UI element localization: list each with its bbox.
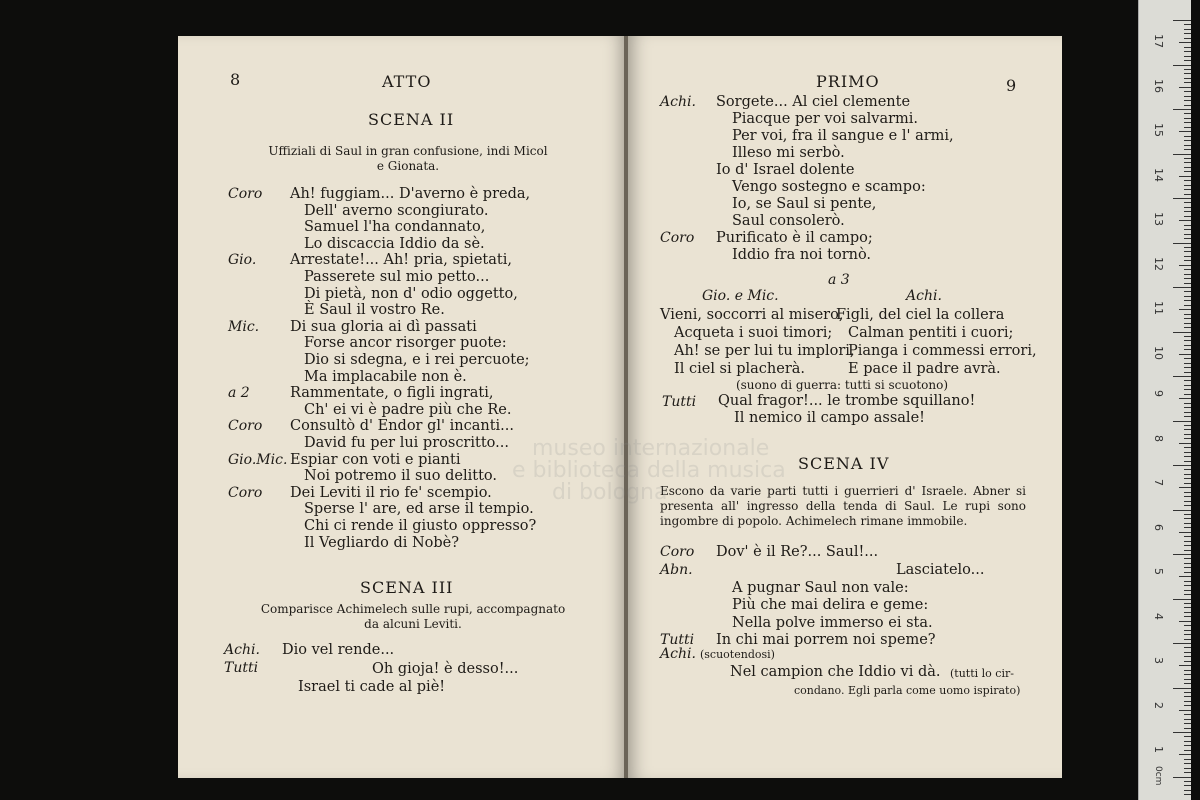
ruler-tick [1184,496,1191,497]
verse-line: Espiar con voti e pianti [290,451,461,468]
ruler-tick [1184,234,1191,235]
ruler-tick [1173,510,1191,511]
verse-line: Chi ci rende il giusto oppresso? [304,518,537,534]
duet-line: Ah! se per lui tu implori, [674,343,855,359]
verse-line: È Saul il vostro Re. [304,302,445,319]
ruler-tick [1184,69,1191,70]
scene-title: SCENA III [360,578,454,597]
ruler-tick [1184,590,1191,591]
verse-line: Nella polve immerso ei sta. [732,615,933,631]
ruler-number: 12 [1152,256,1165,271]
ruler-tick [1184,327,1191,328]
ruler-tick [1184,256,1191,257]
ruler-tick [1184,719,1191,720]
ruler-tick [1184,474,1191,475]
ruler-tick [1173,599,1191,600]
verse-line: Illeso mi serbò. [732,145,845,161]
ruler-tick [1184,723,1191,724]
ruler-tick [1184,625,1191,626]
ruler-tick [1184,634,1191,635]
verse-line: Io d' Israel dolente [716,162,855,178]
stage-direction-line: e Gionata. [376,159,440,173]
ruler-tick [1184,492,1191,493]
ruler-tick [1184,772,1191,773]
ruler-tick [1184,701,1191,702]
verse-line: Qual fragor!... le trombe squillano! [718,393,976,409]
ruler-tick [1184,122,1191,123]
ruler-tick [1173,643,1191,644]
verse-line: Sperse l' are, ed arse il tempio. [304,501,534,518]
verse-line: Io, se Saul si pente, [732,196,877,212]
scene-title: SCENA IV [798,454,890,473]
ruler-tick [1184,505,1191,506]
ruler-tick [1184,514,1191,515]
ruler-tick [1184,416,1191,417]
ruler-tick [1184,403,1191,404]
ruler-tick [1184,741,1191,742]
duet-line: Il ciel si placherà. [674,361,806,377]
ruler-tick [1184,585,1191,586]
ruler-tick [1179,665,1191,666]
duet-line: Vieni, soccorri al misero, [660,307,844,323]
ruler-tick [1184,367,1191,368]
verse-line: Piacque per voi salvarmi. [732,111,919,127]
stage-direction-line: Uffiziali di Saul in gran confusione, indi Micol [268,144,548,158]
speaker: Coro [228,484,263,501]
ruler-tick [1173,65,1191,66]
ruler-tick [1184,33,1191,34]
aside: (scuotendosi) [700,648,775,661]
speaker: Coro [228,186,263,202]
ruler-tick [1184,674,1191,675]
ruler-number: 4 [1152,612,1165,620]
ruler-tick [1184,785,1191,786]
ruler-tick [1184,656,1191,657]
ruler-tick [1184,158,1191,159]
speaker: Achi. [224,642,260,658]
ruler-tick [1184,345,1191,346]
ruler-tick [1184,56,1191,57]
verse-line: Oh gioja! è desso!... [372,661,519,677]
ruler-tick [1184,447,1191,448]
ruler-tick [1184,603,1191,604]
running-head: ATTO [382,72,432,91]
ruler-tick [1179,42,1191,43]
ruler-tick [1184,567,1191,568]
stage-direction [218,602,608,632]
ruler-tick [1184,670,1191,671]
page-number: 8 [230,70,241,89]
ruler-tick [1184,185,1191,186]
ruler-tick [1184,171,1191,172]
ruler-tick [1184,750,1191,751]
ruler-tick [1179,87,1191,88]
scene-title: SCENA II [368,110,455,129]
speaker: Gio. [228,252,257,269]
ruler-tick [1184,768,1191,769]
watermark: di bologna [552,480,668,505]
ruler-tick [1179,309,1191,310]
ruler-tick [1173,688,1191,689]
ruler-tick [1184,202,1191,203]
stage-direction: Escono da varie parti tutti i guerrieri d' Israele. Abner si presenta all' ingresso della tenda di Saul. Le rupi sono ingombre di popolo. Achimelech rimane immobile. [660,484,1026,528]
stage-direction-line: Comparisce Achimelech sulle rupi, accompagnato [260,602,566,616]
ruler-tick [1184,296,1191,297]
verse-line: Il nemico il campo assale! [734,410,925,426]
ruler-number: 3 [1152,657,1165,664]
ruler-tick [1184,24,1191,25]
ruler-tick [1184,305,1191,306]
ruler-tick [1173,554,1191,555]
speaker: Abn. [660,562,693,578]
speaker: Achi. [660,94,696,110]
ruler-tick [1184,639,1191,640]
ruler-tick [1184,781,1191,782]
verse-line: Ch' ei vi è padre più che Re. [304,401,512,418]
page-number: 9 [1006,76,1017,95]
ruler-tick [1184,794,1191,795]
watermark: e biblioteca della musica [512,458,786,483]
ruler-tick [1173,109,1191,110]
duet-line: E pace il padre avrà. [848,361,1001,377]
ruler-tick [1184,527,1191,528]
ruler-tick [1184,225,1191,226]
ruler-tick [1184,247,1191,248]
ruler-tick [1184,300,1191,301]
verse-line: David fu per lui proscritto... [304,435,509,451]
ruler-tick [1184,145,1191,146]
verse-line: Lo discaccia Iddio da sè. [304,235,485,252]
ruler-tick [1179,176,1191,177]
ruler-number: 8 [1152,434,1165,442]
ruler-tick [1179,220,1191,221]
ruler-tick [1173,154,1191,155]
ruler-tick [1184,616,1191,617]
watermark: museo internazionale [532,436,770,461]
ruler-tick [1184,105,1191,106]
ruler-tick [1184,407,1191,408]
ruler-tick [1184,429,1191,430]
stage-direction: condano. Egli parla come uomo ispirato) [794,684,1021,697]
ruler-tick [1184,91,1191,92]
ruler-tick [1179,398,1191,399]
ruler-tick [1184,167,1191,168]
verse-line: Ma implacabile non è. [304,368,467,385]
ruler-tick [1184,478,1191,479]
speaker: Gio.Mic. [228,451,288,468]
ruler-tick [1179,354,1191,355]
ruler-tick [1184,113,1191,114]
ruler-tick [1184,759,1191,760]
ruler-tick [1173,465,1191,466]
verse-line: Dov' è il Re?... Saul!... [716,544,879,560]
ruler-tick [1173,287,1191,288]
ruler-tick [1184,340,1191,341]
verse-line: Forse ancor risorger puote: [304,335,507,352]
ruler-number: 11 [1152,301,1165,315]
verse-line: Dio si sdegna, e i rei percuote; [304,352,530,368]
ruler-number: 10 [1152,345,1165,360]
measuring-ruler [1138,0,1191,800]
ruler-tick [1184,162,1191,163]
ruler-tick [1184,523,1191,524]
verse-line: Più che mai delira e geme: [732,597,929,613]
ruler-tick [1173,732,1191,733]
ruler-tick [1184,630,1191,631]
ruler-tick [1179,265,1191,266]
ruler-tick [1184,283,1191,284]
ruler-tick [1184,318,1191,319]
ruler-tick [1184,594,1191,595]
verse-line: Lasciatelo... [896,562,985,578]
ruler-tick [1173,376,1191,377]
ruler-tick [1173,332,1191,333]
ruler-tick [1184,336,1191,337]
ruler-tick [1179,487,1191,488]
ruler-tick [1184,790,1191,791]
speaker: Mic. [228,318,260,335]
ruler-tick [1184,545,1191,546]
ruler-number: 5 [1152,568,1165,575]
ruler-tick [1184,189,1191,190]
verse-line: Rammentate, o figli ingrati, [290,385,494,402]
stage-direction [218,144,598,174]
ruler-number: 2 [1152,701,1165,709]
ruler-tick [1184,461,1191,462]
ruler-tick [1184,563,1191,564]
ruler-tick [1184,745,1191,746]
ruler-tick [1184,278,1191,279]
ruler-tick [1184,29,1191,30]
ruler-tick [1179,710,1191,711]
verse-line: Passerete sul mio petto... [304,269,490,285]
ruler-tick [1184,358,1191,359]
speaker: Coro [660,230,695,246]
ruler-number: 17 [1152,34,1165,48]
ruler-tick [1184,372,1191,373]
verse-line: Dell' averno scongiurato. [304,202,489,219]
ruler-tick [1184,349,1191,350]
verse-line: Consultò d' Endor gl' incanti... [290,418,514,435]
ruler-tick [1184,394,1191,395]
ruler-number: 1 [1152,746,1165,753]
verse-line: Noi potremo il suo delitto. [304,468,497,485]
ruler-tick [1179,576,1191,577]
ruler-tick [1184,536,1191,537]
verse-line: Saul consolerò. [732,213,845,229]
ruler-tick [1173,421,1191,422]
verse-line: Dei Leviti il rio fe' scempio. [290,484,492,501]
verse-line: Samuel l'ha condannato, [304,219,486,236]
ruler-tick [1184,73,1191,74]
ruler-tick [1184,118,1191,119]
ruler-number: 9 [1152,390,1165,397]
ruler-tick [1179,754,1191,755]
ruler-tick [1184,269,1191,270]
ruler-tick [1184,705,1191,706]
ruler-tick [1184,194,1191,195]
ruler-tick [1184,96,1191,97]
ruler-tick [1179,443,1191,444]
duet-line: Acqueta i suoi timori; [674,325,833,341]
ruler-tick [1184,260,1191,261]
speaker: Coro [228,418,263,435]
verse-line: Di sua gloria ai dì passati [290,318,477,335]
running-head: PRIMO [816,72,880,91]
ruler-tick [1184,140,1191,141]
column-speaker: Gio. e Mic. [702,288,779,304]
column-speaker: Achi. [906,288,942,304]
ruler-tick [1184,661,1191,662]
ruler-tick [1173,243,1191,244]
ruler-tick [1184,323,1191,324]
ruler-tick [1184,456,1191,457]
ruler-tick [1184,211,1191,212]
verse-line: Di pietà, non d' odio oggetto, [304,285,518,302]
ruler-tick [1179,621,1191,622]
verse-line: Arrestate!... Ah! pria, spietati, [290,252,512,269]
verse-line: Il Vegliardo di Nobè? [304,534,460,551]
ruler-tick [1184,501,1191,502]
verse-line: Israel ti cade al piè! [298,679,446,695]
ruler-tick [1184,363,1191,364]
ruler-tick [1184,38,1191,39]
ruler-unit: 0cm [1153,766,1163,786]
ruler-tick [1184,412,1191,413]
verse-line: Vengo sostegno e scampo: [732,179,926,195]
ruler-tick [1184,127,1191,128]
ruler-number: 15 [1152,123,1165,137]
speaker: Tutti [660,632,695,648]
ruler-tick [1184,180,1191,181]
ensemble-marker: a 3 [828,272,850,288]
verse-line: A pugnar Saul non vale: [732,580,909,596]
ruler-tick [1184,47,1191,48]
ruler-tick [1184,612,1191,613]
ruler-tick [1184,550,1191,551]
ruler-tick [1184,607,1191,608]
ruler-tick [1184,238,1191,239]
ruler-number: 7 [1152,479,1165,486]
ruler-tick [1184,207,1191,208]
ruler-tick [1184,652,1191,653]
ruler-tick [1173,777,1191,778]
ruler-tick [1184,483,1191,484]
verse-line: Nel campion che Iddio vi dà. [730,664,941,680]
ruler-tick [1184,518,1191,519]
ruler-tick [1184,78,1191,79]
ruler-tick [1184,452,1191,453]
ruler-tick [1184,696,1191,697]
verse-line: Sorgete... Al ciel clemente [716,94,911,110]
ruler-tick [1184,558,1191,559]
speaker: a 2 [228,385,250,402]
ruler-tick [1184,434,1191,435]
ruler-tick [1184,100,1191,101]
ruler-tick [1184,274,1191,275]
verse-line: In chi mai porrem noi speme? [716,632,936,648]
ruler-tick [1184,647,1191,648]
ruler-tick [1184,541,1191,542]
stage-direction: (suono di guerra: tutti si scuotono) [735,378,949,392]
ruler-number: 6 [1152,523,1165,531]
duet-line: Figli, del ciel la collera [836,307,1005,323]
speaker: Tutti [662,394,697,410]
speaker: Coro [660,544,695,560]
ruler-tick [1184,728,1191,729]
ruler-number: 14 [1152,167,1165,182]
ruler-tick [1184,692,1191,693]
ruler-tick [1184,314,1191,315]
ruler-tick [1173,198,1191,199]
ruler-tick [1184,438,1191,439]
ruler-tick [1184,581,1191,582]
ruler-tick [1184,714,1191,715]
verse-line: Ah! fuggiam... D'averno è preda, [290,186,531,202]
ruler-tick [1184,291,1191,292]
ruler-tick [1184,469,1191,470]
left-page [178,36,626,778]
ruler-tick [1184,572,1191,573]
ruler-tick [1184,389,1191,390]
ruler-tick [1184,679,1191,680]
ruler-tick [1184,149,1191,150]
ruler-tick [1173,20,1191,21]
verse-line: Purificato è il campo; [716,230,873,246]
ruler-tick [1184,216,1191,217]
ruler-tick [1184,229,1191,230]
ruler-tick [1184,763,1191,764]
ruler-number: 13 [1152,212,1165,226]
ruler-number: 16 [1152,78,1165,93]
ruler-tick [1179,131,1191,132]
ruler-tick [1184,82,1191,83]
verse-line: Iddio fra noi tornò. [732,247,872,263]
ruler-tick [1179,532,1191,533]
verse-line: Dio vel rende... [282,642,395,658]
speaker: Achi. [660,646,696,662]
duet-line: Pianga i commessi errori, [848,343,1037,359]
verse-line: Per voi, fra il sangue e l' armi, [732,128,954,144]
ruler-tick [1184,380,1191,381]
duet-line: Calman pentiti i cuori; [848,325,1014,341]
ruler-tick [1184,736,1191,737]
ruler-tick [1184,683,1191,684]
right-page [628,36,1062,778]
ruler-tick [1184,425,1191,426]
stage-direction: (tutti lo cir- [950,667,1014,680]
ruler-tick [1184,60,1191,61]
stage-direction-line: da alcuni Leviti. [364,617,462,631]
ruler-tick [1184,385,1191,386]
ruler-tick [1184,136,1191,137]
ruler-tick [1184,251,1191,252]
speaker: Tutti [224,660,259,676]
ruler-tick [1184,51,1191,52]
